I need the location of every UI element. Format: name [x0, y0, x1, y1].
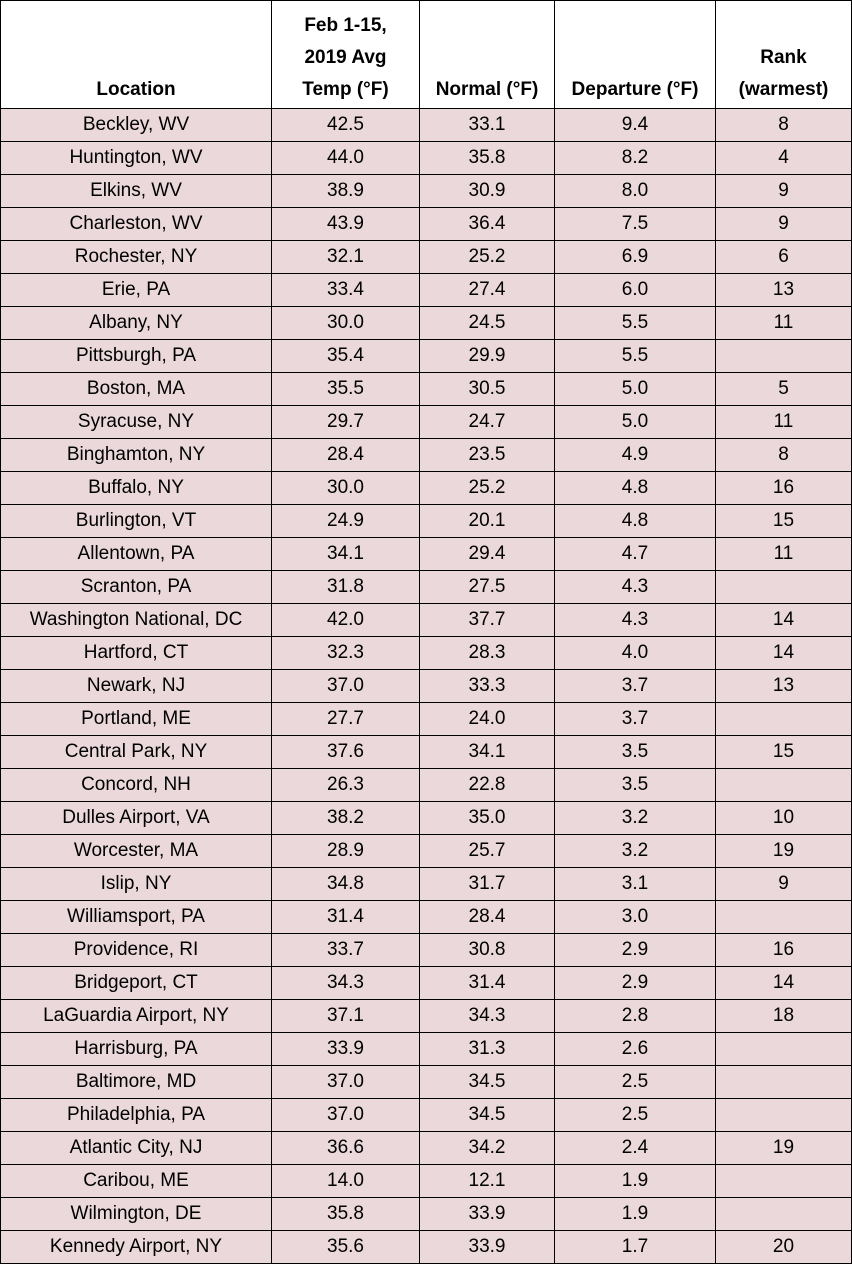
departure-cell: 3.7 — [555, 703, 716, 736]
normal-cell: 34.5 — [420, 1099, 555, 1132]
departure-cell: 6.9 — [555, 241, 716, 274]
avg-temp-cell: 35.5 — [272, 373, 420, 406]
departure-cell: 3.1 — [555, 868, 716, 901]
location-cell: Worcester, MA — [1, 835, 272, 868]
rank-cell: 19 — [716, 835, 852, 868]
location-cell: Albany, NY — [1, 307, 272, 340]
location-cell: Boston, MA — [1, 373, 272, 406]
departure-cell: 2.5 — [555, 1099, 716, 1132]
table-row — [1, 1198, 852, 1231]
rank-cell — [716, 769, 852, 802]
rank-cell: 9 — [716, 175, 852, 208]
avg-temp-cell: 38.2 — [272, 802, 420, 835]
rank-cell: 4 — [716, 142, 852, 175]
location-cell: Huntington, WV — [1, 142, 272, 175]
location-cell: Rochester, NY — [1, 241, 272, 274]
table-row — [1, 142, 852, 175]
table-row — [1, 604, 852, 637]
table-row — [1, 1033, 852, 1066]
rank-cell: 16 — [716, 934, 852, 967]
normal-cell: 36.4 — [420, 208, 555, 241]
avg-temp-cell: 33.4 — [272, 274, 420, 307]
normal-cell: 24.5 — [420, 307, 555, 340]
rank-cell — [716, 1099, 852, 1132]
rank-cell: 15 — [716, 505, 852, 538]
table-row — [1, 472, 852, 505]
normal-cell: 25.2 — [420, 241, 555, 274]
normal-cell: 31.3 — [420, 1033, 555, 1066]
rank-cell: 10 — [716, 802, 852, 835]
avg-temp-cell: 27.7 — [272, 703, 420, 736]
rank-cell: 13 — [716, 274, 852, 307]
normal-cell: 27.5 — [420, 571, 555, 604]
normal-cell: 28.3 — [420, 637, 555, 670]
normal-cell: 20.1 — [420, 505, 555, 538]
departure-cell: 3.7 — [555, 670, 716, 703]
departure-cell: 4.7 — [555, 538, 716, 571]
rank-cell: 14 — [716, 967, 852, 1000]
avg-temp-cell: 42.5 — [272, 109, 420, 142]
location-cell: Hartford, CT — [1, 637, 272, 670]
departure-cell: 3.5 — [555, 736, 716, 769]
table-row — [1, 307, 852, 340]
departure-cell: 5.5 — [555, 307, 716, 340]
location-cell: Pittsburgh, PA — [1, 340, 272, 373]
departure-cell: 6.0 — [555, 274, 716, 307]
table-body — [1, 109, 852, 1264]
avg-temp-cell: 37.1 — [272, 1000, 420, 1033]
table-row — [1, 241, 852, 274]
avg-temp-cell: 43.9 — [272, 208, 420, 241]
location-cell: Providence, RI — [1, 934, 272, 967]
avg-temp-cell: 37.0 — [272, 1066, 420, 1099]
table-header — [1, 1, 852, 109]
rank-cell — [716, 571, 852, 604]
table-row — [1, 703, 852, 736]
normal-header-text: Normal (°F) — [435, 79, 539, 100]
table-row — [1, 1099, 852, 1132]
location-cell: LaGuardia Airport, NY — [1, 1000, 272, 1033]
avg-temp-column-header — [272, 1, 420, 109]
table-row — [1, 868, 852, 901]
departure-cell: 4.0 — [555, 637, 716, 670]
departure-cell: 4.3 — [555, 571, 716, 604]
departure-cell: 2.5 — [555, 1066, 716, 1099]
departure-cell: 5.5 — [555, 340, 716, 373]
location-cell: Wilmington, DE — [1, 1198, 272, 1231]
table-row — [1, 505, 852, 538]
location-cell: Philadelphia, PA — [1, 1099, 272, 1132]
table-row — [1, 934, 852, 967]
normal-cell: 35.0 — [420, 802, 555, 835]
avg-temp-cell: 33.7 — [272, 934, 420, 967]
location-cell: Washington National, DC — [1, 604, 272, 637]
avg-temp-cell: 35.6 — [272, 1231, 420, 1264]
departure-cell: 8.0 — [555, 175, 716, 208]
avg-temp-cell: 37.6 — [272, 736, 420, 769]
avg-temp-header-line1: Feb 1-15, — [304, 15, 387, 36]
table-row — [1, 406, 852, 439]
rank-cell: 19 — [716, 1132, 852, 1165]
location-cell: Charleston, WV — [1, 208, 272, 241]
location-cell: Bridgeport, CT — [1, 967, 272, 1000]
rank-cell: 11 — [716, 307, 852, 340]
normal-cell: 30.9 — [420, 175, 555, 208]
rank-cell: 18 — [716, 1000, 852, 1033]
location-cell: Syracuse, NY — [1, 406, 272, 439]
rank-cell: 6 — [716, 241, 852, 274]
normal-cell: 12.1 — [420, 1165, 555, 1198]
departure-cell: 3.2 — [555, 802, 716, 835]
avg-temp-cell: 34.1 — [272, 538, 420, 571]
location-cell: Binghamton, NY — [1, 439, 272, 472]
rank-cell — [716, 1066, 852, 1099]
avg-temp-cell: 32.3 — [272, 637, 420, 670]
avg-temp-cell: 29.7 — [272, 406, 420, 439]
rank-cell: 8 — [716, 109, 852, 142]
normal-cell: 22.8 — [420, 769, 555, 802]
table-row — [1, 1000, 852, 1033]
table-row — [1, 274, 852, 307]
avg-temp-cell: 34.8 — [272, 868, 420, 901]
avg-temp-cell: 30.0 — [272, 472, 420, 505]
departure-cell: 8.2 — [555, 142, 716, 175]
normal-cell: 30.8 — [420, 934, 555, 967]
avg-temp-cell: 28.4 — [272, 439, 420, 472]
rank-cell — [716, 1033, 852, 1066]
normal-cell: 24.0 — [420, 703, 555, 736]
location-cell: Islip, NY — [1, 868, 272, 901]
table-row — [1, 175, 852, 208]
rank-cell: 13 — [716, 670, 852, 703]
avg-temp-cell: 35.4 — [272, 340, 420, 373]
departure-cell: 2.4 — [555, 1132, 716, 1165]
avg-temp-cell: 28.9 — [272, 835, 420, 868]
rank-cell: 9 — [716, 208, 852, 241]
normal-cell: 33.9 — [420, 1198, 555, 1231]
normal-cell: 27.4 — [420, 274, 555, 307]
departure-cell: 2.6 — [555, 1033, 716, 1066]
rank-cell: 11 — [716, 538, 852, 571]
table-row — [1, 439, 852, 472]
rank-cell: 16 — [716, 472, 852, 505]
normal-cell: 34.2 — [420, 1132, 555, 1165]
departure-header-text: Departure (°F) — [571, 79, 699, 100]
location-cell: Williamsport, PA — [1, 901, 272, 934]
avg-temp-cell: 30.0 — [272, 307, 420, 340]
table-row — [1, 637, 852, 670]
table-row — [1, 340, 852, 373]
departure-cell: 3.5 — [555, 769, 716, 802]
rank-column-header — [716, 1, 852, 109]
departure-cell: 7.5 — [555, 208, 716, 241]
normal-cell: 31.4 — [420, 967, 555, 1000]
location-cell: Scranton, PA — [1, 571, 272, 604]
location-cell: Buffalo, NY — [1, 472, 272, 505]
location-header-text: Location — [96, 79, 176, 100]
location-cell: Concord, NH — [1, 769, 272, 802]
normal-column-header — [420, 1, 555, 109]
departure-cell: 9.4 — [555, 109, 716, 142]
rank-cell — [716, 1198, 852, 1231]
rank-cell: 14 — [716, 604, 852, 637]
normal-cell: 25.7 — [420, 835, 555, 868]
departure-cell: 4.8 — [555, 472, 716, 505]
normal-cell: 29.9 — [420, 340, 555, 373]
location-cell: Central Park, NY — [1, 736, 272, 769]
location-cell: Newark, NJ — [1, 670, 272, 703]
avg-temp-cell: 38.9 — [272, 175, 420, 208]
normal-cell: 37.7 — [420, 604, 555, 637]
normal-cell: 30.5 — [420, 373, 555, 406]
normal-cell: 33.3 — [420, 670, 555, 703]
rank-cell: 9 — [716, 868, 852, 901]
normal-cell: 25.2 — [420, 472, 555, 505]
departure-column-header — [555, 1, 716, 109]
avg-temp-cell: 44.0 — [272, 142, 420, 175]
departure-cell: 1.7 — [555, 1231, 716, 1264]
location-cell: Baltimore, MD — [1, 1066, 272, 1099]
normal-cell: 34.5 — [420, 1066, 555, 1099]
avg-temp-cell: 37.0 — [272, 670, 420, 703]
table-row — [1, 967, 852, 1000]
avg-temp-cell: 42.0 — [272, 604, 420, 637]
table-row — [1, 901, 852, 934]
table-row — [1, 1132, 852, 1165]
normal-cell: 35.8 — [420, 142, 555, 175]
table-row — [1, 736, 852, 769]
location-cell: Harrisburg, PA — [1, 1033, 272, 1066]
rank-cell: 20 — [716, 1231, 852, 1264]
avg-temp-cell: 32.1 — [272, 241, 420, 274]
normal-cell: 28.4 — [420, 901, 555, 934]
location-cell: Elkins, WV — [1, 175, 272, 208]
table-row — [1, 835, 852, 868]
table-row — [1, 802, 852, 835]
avg-temp-cell: 26.3 — [272, 769, 420, 802]
normal-cell: 31.7 — [420, 868, 555, 901]
location-cell: Beckley, WV — [1, 109, 272, 142]
departure-cell: 1.9 — [555, 1198, 716, 1231]
departure-cell: 5.0 — [555, 373, 716, 406]
table-row — [1, 109, 852, 142]
avg-temp-cell: 35.8 — [272, 1198, 420, 1231]
avg-temp-cell: 14.0 — [272, 1165, 420, 1198]
departure-cell: 4.9 — [555, 439, 716, 472]
departure-cell: 3.2 — [555, 835, 716, 868]
table-row — [1, 538, 852, 571]
table-row — [1, 1165, 852, 1198]
rank-cell: 14 — [716, 637, 852, 670]
avg-temp-cell: 24.9 — [272, 505, 420, 538]
avg-temp-header-line3: Temp (°F) — [302, 79, 389, 100]
table-row — [1, 373, 852, 406]
rank-cell — [716, 1165, 852, 1198]
location-cell: Dulles Airport, VA — [1, 802, 272, 835]
rank-cell: 11 — [716, 406, 852, 439]
avg-temp-cell: 36.6 — [272, 1132, 420, 1165]
normal-cell: 33.9 — [420, 1231, 555, 1264]
rank-header-line2: (warmest) — [738, 79, 829, 100]
rank-cell: 8 — [716, 439, 852, 472]
departure-cell: 4.8 — [555, 505, 716, 538]
avg-temp-cell: 31.4 — [272, 901, 420, 934]
departure-cell: 2.8 — [555, 1000, 716, 1033]
departure-cell: 4.3 — [555, 604, 716, 637]
location-cell: Erie, PA — [1, 274, 272, 307]
normal-cell: 33.1 — [420, 109, 555, 142]
normal-cell: 23.5 — [420, 439, 555, 472]
header-row — [1, 1, 852, 109]
departure-cell: 2.9 — [555, 967, 716, 1000]
location-cell: Atlantic City, NJ — [1, 1132, 272, 1165]
rank-cell: 15 — [716, 736, 852, 769]
table-row — [1, 208, 852, 241]
location-cell: Burlington, VT — [1, 505, 272, 538]
table-row — [1, 670, 852, 703]
rank-cell — [716, 901, 852, 934]
table-row — [1, 571, 852, 604]
table-row — [1, 769, 852, 802]
rank-cell — [716, 340, 852, 373]
avg-temp-cell: 37.0 — [272, 1099, 420, 1132]
normal-cell: 34.3 — [420, 1000, 555, 1033]
location-cell: Caribou, ME — [1, 1165, 272, 1198]
departure-cell: 2.9 — [555, 934, 716, 967]
avg-temp-cell: 34.3 — [272, 967, 420, 1000]
avg-temp-header-line2: 2019 Avg — [304, 47, 387, 68]
location-cell: Kennedy Airport, NY — [1, 1231, 272, 1264]
normal-cell: 29.4 — [420, 538, 555, 571]
avg-temp-cell: 33.9 — [272, 1033, 420, 1066]
location-cell: Portland, ME — [1, 703, 272, 736]
rank-cell — [716, 703, 852, 736]
departure-cell: 1.9 — [555, 1165, 716, 1198]
normal-cell: 34.1 — [420, 736, 555, 769]
location-cell: Allentown, PA — [1, 538, 272, 571]
avg-temp-cell: 31.8 — [272, 571, 420, 604]
rank-header-line1: Rank — [760, 47, 807, 68]
departure-cell: 3.0 — [555, 901, 716, 934]
table-row — [1, 1231, 852, 1264]
location-column-header — [1, 1, 272, 109]
table-row — [1, 1066, 852, 1099]
rank-cell: 5 — [716, 373, 852, 406]
departure-cell: 5.0 — [555, 406, 716, 439]
normal-cell: 24.7 — [420, 406, 555, 439]
